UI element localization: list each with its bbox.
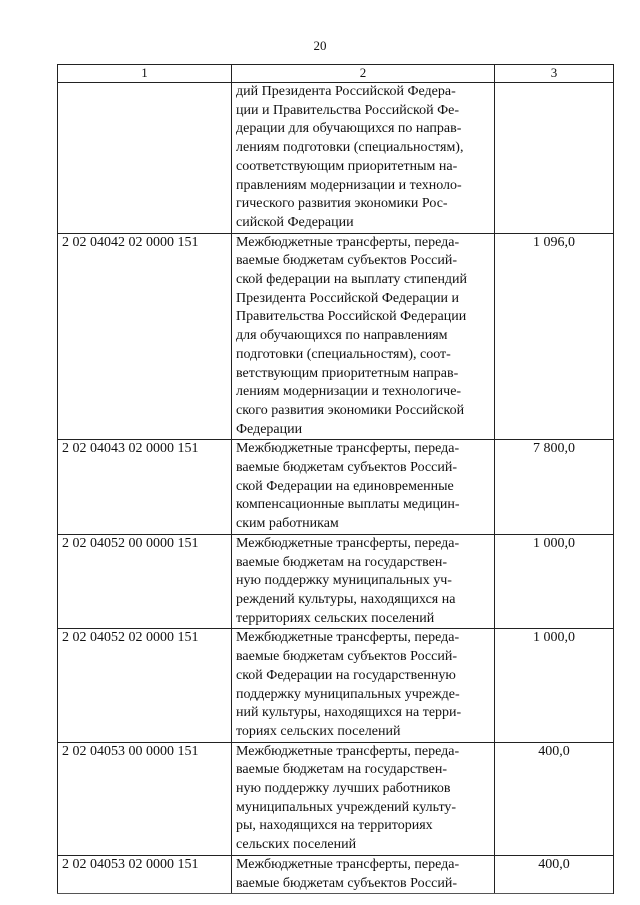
description-line: ваемые бюджетам на государствен- xyxy=(236,554,448,570)
item-description-cell xyxy=(232,233,495,440)
item-description-cell xyxy=(232,534,495,629)
description-line: правлениям модернизации и техноло- xyxy=(236,177,462,193)
column-header-name: 2 xyxy=(232,65,495,83)
table-row xyxy=(58,534,614,629)
description-line: компенсационные выплаты медицин- xyxy=(236,497,460,513)
description-line: Межбюджетные трансферты, переда- xyxy=(236,535,460,551)
description-line: ний культуры, находящихся на терри- xyxy=(236,705,462,721)
description-line: дий Президента Российской Федера- xyxy=(236,84,456,99)
amount-cell: 1 000,0 xyxy=(495,534,614,629)
description-line: Президента Российской Федерации и xyxy=(236,290,459,306)
description-line: Межбюджетные трансферты, переда- xyxy=(236,856,460,872)
description-line: ской Федерации на государственную xyxy=(236,667,456,683)
description-line: ваемые бюджетам субъектов Россий- xyxy=(236,649,457,665)
description-line: муниципальных учреждений культу- xyxy=(236,799,457,815)
description-line: ную поддержку муниципальных уч- xyxy=(236,573,452,589)
description-line: ции и Правительства Российской Фе- xyxy=(236,102,460,118)
description-line: дерации для обучающихся по направ- xyxy=(236,121,462,137)
budget-table xyxy=(57,64,614,894)
description-line: реждений культуры, находящихся на xyxy=(236,591,456,607)
amount-cell: 400,0 xyxy=(495,742,614,855)
budget-code-cell: 2 02 04043 02 0000 151 xyxy=(58,440,232,535)
table-body xyxy=(58,83,614,894)
table-row xyxy=(58,83,614,234)
table-row xyxy=(58,233,614,440)
description-line: для обучающихся по направлениям xyxy=(236,328,448,344)
table-row xyxy=(58,855,614,893)
description-line: ваемые бюджетам субъектов Россий- xyxy=(236,253,457,269)
description-line: подготовки (специальностям), соот- xyxy=(236,346,451,362)
page-number: 20 xyxy=(313,38,327,53)
item-description-cell xyxy=(232,440,495,535)
description-line: ской федерации на выплату стипендий xyxy=(236,272,468,288)
description-line: Межбюджетные трансферты, переда- xyxy=(236,743,460,759)
amount-cell: 400,0 xyxy=(495,855,614,893)
description-line: ры, находящихся на территориях xyxy=(236,818,433,834)
amount-cell xyxy=(495,83,614,234)
bottom-rule xyxy=(57,893,613,894)
description-line: сельских поселений xyxy=(236,837,357,853)
budget-code-cell: 2 02 04052 02 0000 151 xyxy=(58,629,232,742)
description-line: Межбюджетные трансферты, переда- xyxy=(236,234,460,250)
description-line: Межбюджетные трансферты, переда- xyxy=(236,441,460,457)
column-header-sum: 3 xyxy=(495,65,614,83)
description-line: ваемые бюджетам субъектов Россий- xyxy=(236,875,457,891)
description-line: территориях сельских поселений xyxy=(236,610,435,626)
budget-code-cell: 2 02 04042 02 0000 151 xyxy=(58,233,232,440)
description-line: лениям модернизации и технологиче- xyxy=(236,384,462,400)
description-line: Межбюджетные трансферты, переда- xyxy=(236,630,460,646)
description-line: соответствующим приоритетным на- xyxy=(236,158,458,174)
budget-code-cell: 2 02 04053 02 0000 151 xyxy=(58,855,232,893)
budget-code-cell: 2 02 04052 00 0000 151 xyxy=(58,534,232,629)
amount-cell: 1 096,0 xyxy=(495,233,614,440)
description-line: поддержку муниципальных учрежде- xyxy=(236,686,460,702)
description-line: ториях сельских поселений xyxy=(236,723,401,739)
table-row xyxy=(58,629,614,742)
table-row xyxy=(58,742,614,855)
description-line: ского развития экономики Российской xyxy=(236,402,465,418)
budget-code-cell: 2 02 04053 00 0000 151 xyxy=(58,742,232,855)
description-line: ской Федерации на единовременные xyxy=(236,478,454,494)
table-row xyxy=(58,440,614,535)
header-row xyxy=(58,65,614,83)
description-line: ским работникам xyxy=(236,516,339,532)
column-header-code: 1 xyxy=(58,65,232,83)
budget-code-cell xyxy=(58,83,232,234)
description-line: Федерации xyxy=(236,421,303,437)
description-line: лениям подготовки (специальностям), xyxy=(236,140,464,156)
table-header xyxy=(58,65,614,83)
description-line: ваемые бюджетам субъектов Россий- xyxy=(236,460,457,476)
description-line: ную поддержку лучших работников xyxy=(236,781,451,797)
item-description-cell xyxy=(232,742,495,855)
description-line: ветствующим приоритетным направ- xyxy=(236,365,459,381)
amount-cell: 1 000,0 xyxy=(495,629,614,742)
description-line: Правительства Российской Федерации xyxy=(236,309,467,325)
amount-cell: 7 800,0 xyxy=(495,440,614,535)
description-line: ваемые бюджетам на государствен- xyxy=(236,762,448,778)
item-description-cell xyxy=(232,83,495,234)
description-line: гического развития экономики Рос- xyxy=(236,196,448,212)
description-line: сийской Федерации xyxy=(236,214,354,230)
item-description-cell xyxy=(232,629,495,742)
item-description-cell xyxy=(232,855,495,893)
